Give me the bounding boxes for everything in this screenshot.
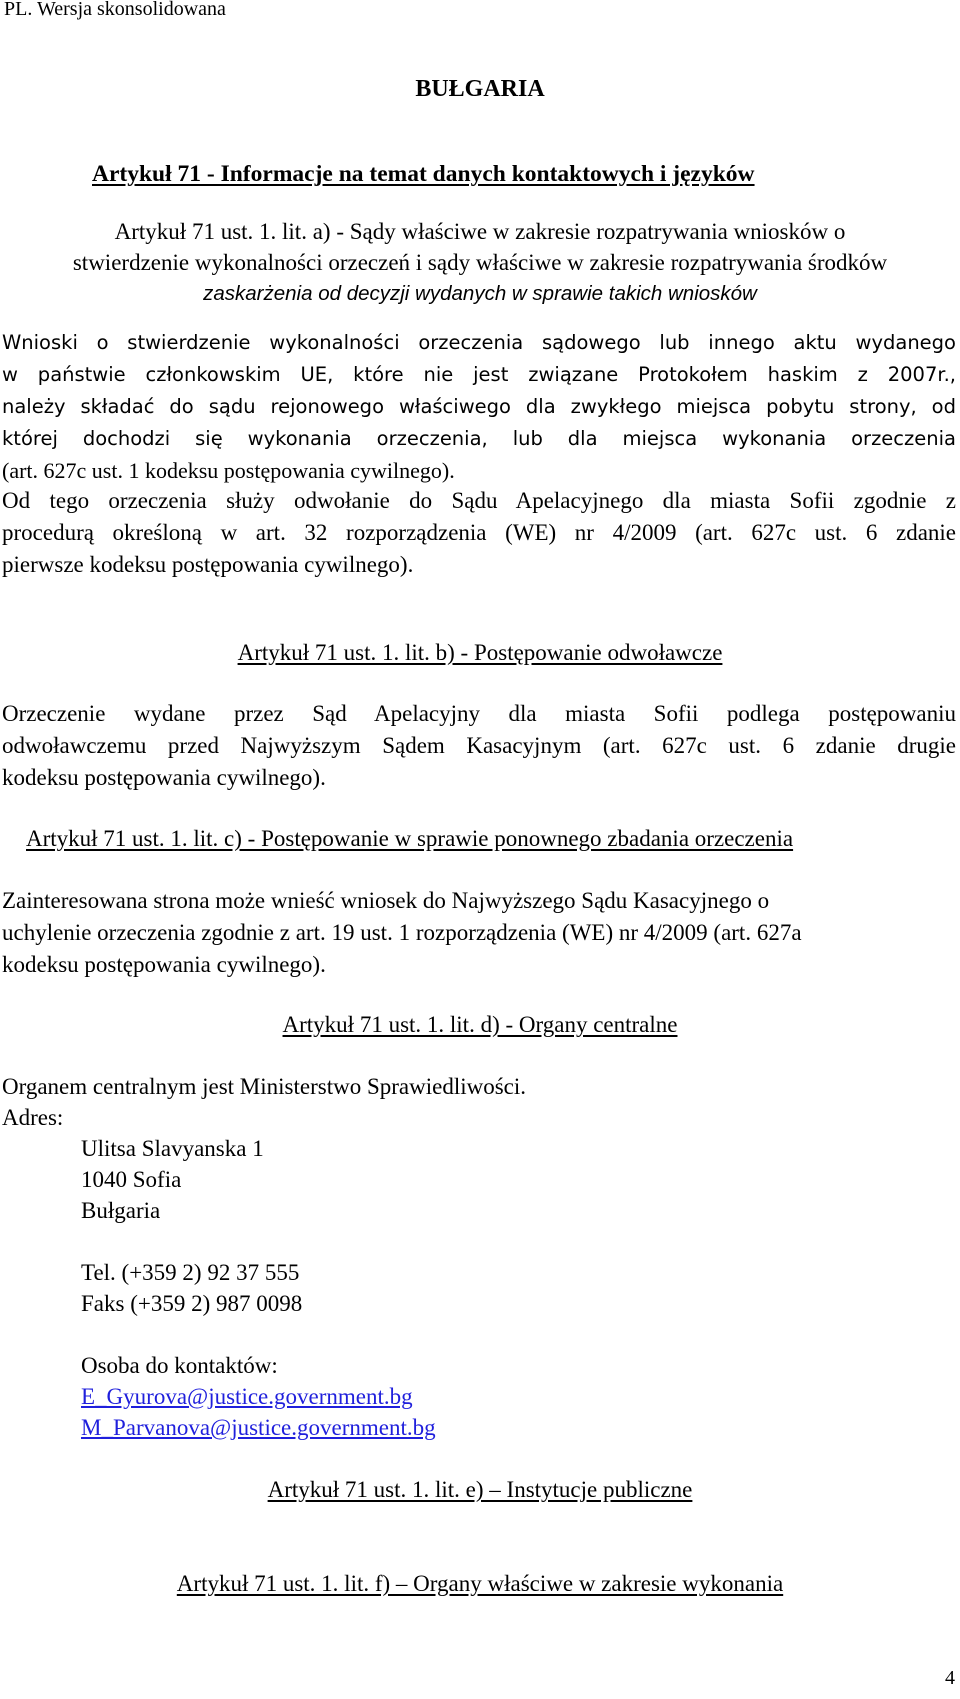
contact-block xyxy=(81,1350,436,1443)
section-a-heading-line-1: Artykuł 71 ust. 1. lit. a) - Sądy właściwe w zakresie rozpatrywania wniosków o xyxy=(114,219,846,244)
section-c-heading: Artykuł 71 ust. 1. lit. c) - Postępowanie w sprawie ponownego zbadania orzeczenia xyxy=(26,826,794,851)
address-line: Bułgaria xyxy=(81,1198,161,1223)
paragraph-line: Od tego orzeczenia służy odwołanie do Sądu Apelacyjnego dla miasta Sofii zgodnie z xyxy=(2,488,956,513)
consolidated-version-label: PL. Wersja skonsolidowana xyxy=(4,0,226,20)
paragraph-line: Wnioski o stwierdzenie wykonalności orzeczenia sądowego lub innego aktu wydanego xyxy=(2,331,956,354)
paragraph-line: należy składać do sądu rejonowego właściwego dla zwykłego miejsca pobytu strony, od xyxy=(2,395,956,418)
address-block xyxy=(81,1133,264,1226)
paragraph-line: pierwsze kodeksu postępowania cywilnego). xyxy=(2,552,414,577)
page-number: 4 xyxy=(945,1667,955,1689)
paragraph-line: kodeksu postępowania cywilnego). xyxy=(2,765,326,790)
paragraph-line: w państwie członkowskim UE, które nie jest związane Protokołem haskim z 2007r., xyxy=(2,363,956,386)
section-d-heading: Artykuł 71 ust. 1. lit. d) - Organy centralne xyxy=(282,1012,678,1037)
section-a-paragraph-1 xyxy=(2,327,956,487)
phone-fax-block xyxy=(81,1257,302,1319)
section-b-paragraph xyxy=(2,698,956,794)
paragraph-line: (art. 627c ust. 1 kodeksu postępowania cywilnego). xyxy=(2,458,455,483)
fax-number: Faks (+359 2) 987 0098 xyxy=(81,1291,303,1316)
paragraph-line: procedurą określoną w art. 32 rozporządzenia (WE) nr 4/2009 (art. 627c ust. 6 zdanie xyxy=(2,520,956,545)
email-link-parvanova[interactable]: M_Parvanova@justice.government.bg xyxy=(81,1415,436,1440)
section-a-heading xyxy=(0,216,960,309)
section-c-paragraph xyxy=(2,885,956,981)
paragraph-line: odwoławczemu przed Najwyższym Sądem Kasacyjnym (art. 627c ust. 6 zdanie drugie xyxy=(2,733,956,758)
phone-number: Tel. (+359 2) 92 37 555 xyxy=(81,1260,300,1285)
section-a-heading-line-3: zaskarżenia od decyzji wydanych w sprawie takich wniosków xyxy=(203,282,757,305)
paragraph-line: kodeksu postępowania cywilnego). xyxy=(2,952,326,977)
country-title: BUŁGARIA xyxy=(415,76,545,102)
section-e-heading: Artykuł 71 ust. 1. lit. e) – Instytucje publiczne xyxy=(267,1477,693,1502)
paragraph-line: uchylenie orzeczenia zgodnie z art. 19 ust. 1 rozporządzenia (WE) nr 4/2009 (art. 627a xyxy=(2,920,802,945)
paragraph-line: Zainteresowana strona może wnieść wniosek do Najwyższego Sądu Kasacyjnego o xyxy=(2,888,770,913)
address-label: Adres: xyxy=(2,1105,64,1130)
address-line: 1040 Sofia xyxy=(81,1167,182,1192)
central-authority-text: Organem centralnym jest Ministerstwo Sprawiedliwości. xyxy=(2,1074,527,1099)
section-f-heading: Artykuł 71 ust. 1. lit. f) – Organy właściwe w zakresie wykonania xyxy=(176,1571,784,1596)
paragraph-line: której dochodzi się wykonania orzeczenia, lub dla miejsca wykonania orzeczenia xyxy=(2,427,956,450)
address-line: Ulitsa Slavyanska 1 xyxy=(81,1136,264,1161)
contact-label: Osoba do kontaktów: xyxy=(81,1353,278,1378)
article-title: Artykuł 71 - Informacje na temat danych kontaktowych i języków xyxy=(92,161,755,187)
email-link-gyurova[interactable]: E_Gyurova@justice.government.bg xyxy=(81,1384,413,1409)
paragraph-line: Orzeczenie wydane przez Sąd Apelacyjny dla miasta Sofii podlega postępowaniu xyxy=(2,701,956,726)
section-a-paragraph-2 xyxy=(2,485,956,581)
section-b-heading: Artykuł 71 ust. 1. lit. b) - Postępowanie odwoławcze xyxy=(237,640,723,665)
section-a-heading-line-2: stwierdzenie wykonalności orzeczeń i sądy właściwe w zakresie rozpatrywania środków xyxy=(72,250,888,275)
